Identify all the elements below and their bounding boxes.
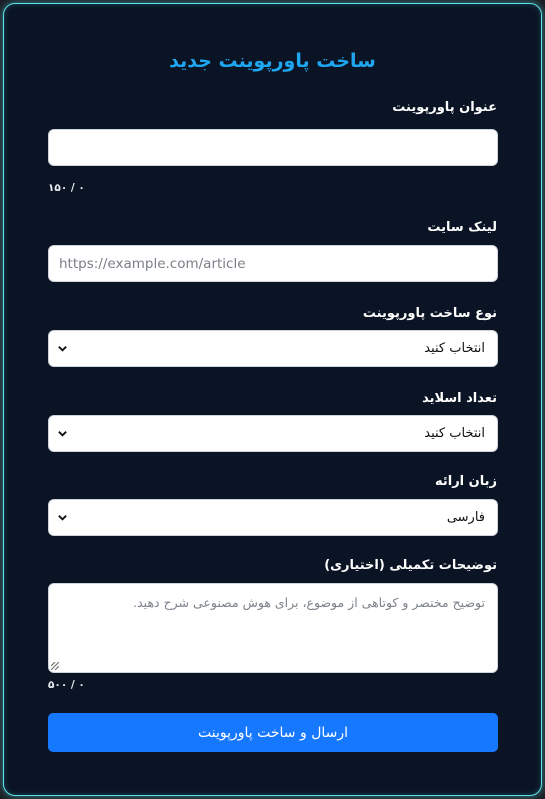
title-input[interactable] — [48, 129, 498, 166]
type-select[interactable] — [48, 330, 498, 367]
title-char-counter: ۱۵۰ / ۰ — [48, 182, 85, 194]
slides-select[interactable] — [48, 415, 498, 452]
title-label: عنوان پاورپوینت — [392, 100, 497, 115]
slides-label: تعداد اسلاید — [422, 391, 497, 406]
link-placeholder: https://example.com/article — [59, 255, 246, 272]
slides-select-value: انتخاب کنید — [424, 426, 485, 441]
notes-textarea[interactable] — [48, 583, 498, 673]
type-label: نوع ساخت پاورپوینت — [362, 306, 497, 321]
link-label: لینک سایت — [427, 220, 497, 235]
language-select[interactable] — [48, 499, 498, 536]
language-label: زبان ارائه — [434, 474, 497, 489]
language-select-value: فارسی — [446, 510, 485, 525]
link-input[interactable] — [48, 245, 498, 282]
resize-handle-icon[interactable] — [51, 662, 59, 670]
submit-button[interactable]: ارسال و ساخت پاورپوینت — [48, 713, 498, 752]
notes-char-counter: ۵۰۰ / ۰ — [48, 679, 85, 691]
notes-placeholder: توضیح مختصر و کوتاهی از موضوع، برای هوش مصنوعی شرح دهید. — [133, 595, 485, 610]
chevron-down-icon — [57, 428, 68, 439]
page-title: ساخت پاورپوینت جدید — [169, 50, 376, 72]
chevron-down-icon — [57, 512, 68, 523]
type-select-value: انتخاب کنید — [424, 341, 485, 356]
notes-label: توضیحات تکمیلی (اختیاری) — [324, 558, 497, 573]
chevron-down-icon — [57, 343, 68, 354]
create-powerpoint-card — [3, 3, 542, 796]
